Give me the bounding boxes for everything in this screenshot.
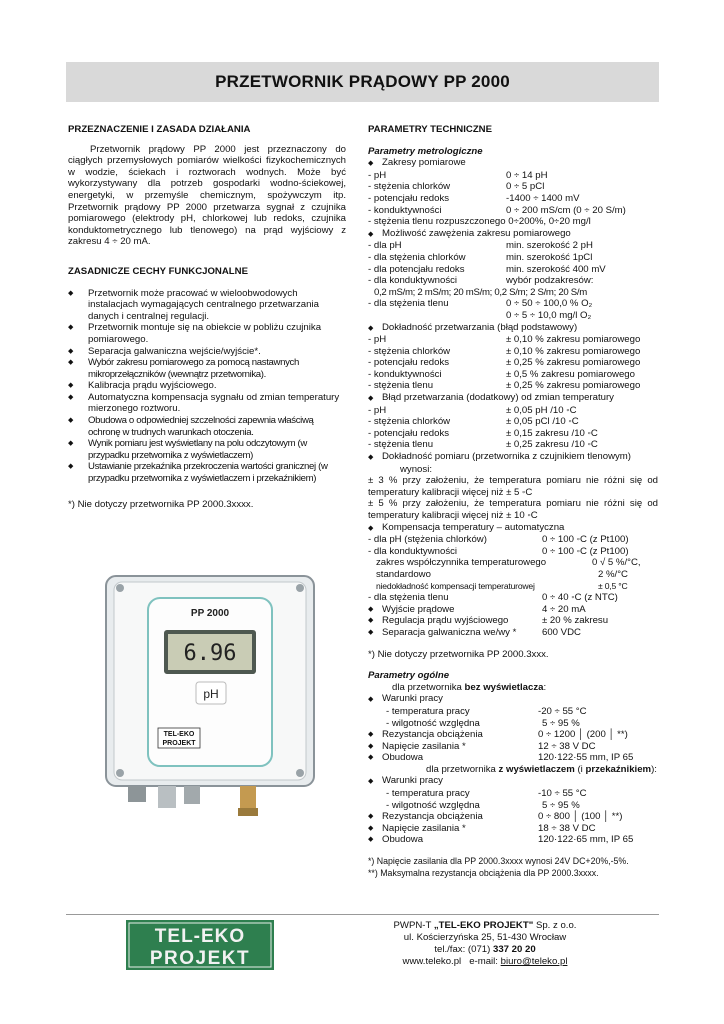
range-row: - potencjału redoks -1400 ÷ 1400 mV bbox=[368, 192, 580, 204]
comp-label: ◆ Kompensacja temperatury – automatyczna bbox=[368, 521, 565, 533]
temp-error-label: ◆ Błąd przetwarzania (dodatkowy) od zmian temperatury bbox=[368, 392, 614, 404]
range-row: - konduktywności 0 ÷ 200 mS/cm (0 ÷ 20 S/m) bbox=[368, 204, 626, 216]
purpose-text: Przetwornik prądowy PP 2000 jest przeznaczony do ciągłych przemysłowych pomiarów wielkości fizykochemicznych w wodzie, ściekach i roztworach wodnych. Może być wykorzystywany dla potrzeb gospodarki wodno-ściekowej, energetyki, w przemyśle chemicznym, spożywczym itp. Przetwornik prądowy PP 2000 przetwarza sygnał z czujnika pomiarowego (elektrody pH, chlorkowej lub redoks, czujnika konduktometrycznego lub tlenowego) na prąd wyjściowy z zakresu 4 ÷ 20 mA. bbox=[68, 143, 346, 248]
general-row: - wilgotność względna 5 ÷ 95 % bbox=[386, 799, 580, 811]
temp-error-row: - potencjału redoks ± 0,15 zakresu /10 ◦C bbox=[368, 427, 598, 439]
features-heading: ZASADNICZE CECHY FUNKCJONALNE bbox=[68, 265, 248, 277]
oxygen-accuracy-1: ± 3 % przy założeniu, że temperatura pomiaru nie różni się od temperatury kalibracji więcej niż ± 5 ◦C bbox=[368, 475, 658, 498]
feature-item: ◆ Ustawianie przekaźnika przekroczenia wartości granicznej (w przypadku przetwornika z wyświetlaczem i przekaźnikiem) bbox=[68, 461, 346, 484]
device-model: PP 2000 bbox=[190, 608, 230, 619]
temp-error-row: - pH ± 0,05 pH /10 ◦C bbox=[368, 404, 577, 416]
accuracy-row: - konduktywności ± 0,5 % zakresu pomiarowego bbox=[368, 368, 635, 380]
work-label: ◆ Warunki pracy bbox=[368, 693, 443, 705]
feature-item: ◆ Przetwornik może pracować w wieloobwodowych instalacjach wymagających centralnego przetwarzania danych i centralnej regulacji. bbox=[68, 288, 346, 323]
device-brand-top: TEL-EKO bbox=[163, 731, 195, 738]
left-column bbox=[68, 124, 346, 510]
page-title: PRZETWORNIK PRĄDOWY PP 2000 bbox=[215, 72, 510, 91]
temp-error-row: - stężenia chlorków ± 0,05 pCl /10 ◦C bbox=[368, 416, 579, 428]
general-row: ◆ Obudowa 120·122·55 mm, IP 65 bbox=[368, 752, 634, 764]
title-bar bbox=[66, 62, 659, 102]
comp-row: zakres współczynnika temperaturowego 0 √ 5 %/°C, bbox=[376, 557, 641, 569]
company-address bbox=[380, 920, 590, 968]
general-row: - wilgotność względna 5 ÷ 95 % bbox=[386, 717, 580, 729]
general-intro-1: dla przetwornika bez wyświetlacza: bbox=[392, 681, 547, 693]
narrow-row: - dla stężenia tlenu 0 ÷ 50 ÷ 100,0 % O₂ bbox=[368, 298, 593, 310]
device-unit-label: pH bbox=[203, 687, 219, 701]
ranges-label: ◆ Zakresy pomiarowe bbox=[368, 157, 466, 169]
device-brand-bottom: PROJEKT bbox=[162, 740, 196, 747]
narrow-row: - dla stężenia chlorków min. szerokość 1pCl bbox=[368, 251, 593, 263]
company-phone: tel./fax: (071) 337 20 20 bbox=[434, 944, 536, 955]
feature-item: ◆ Separacja galwaniczna wejście/wyjście*. bbox=[68, 346, 346, 358]
note-2: **) Maksymalna rezystancja obciążenia dla PP 2000.3xxxx. bbox=[368, 867, 599, 878]
range-oxygen: - stężenia tlenu rozpuszczonego 0÷200%, 0÷20 mg/l bbox=[368, 216, 591, 228]
tech-heading: PARAMETRY TECHNICZNE bbox=[368, 124, 493, 135]
feature-item: ◆ Przetwornik montuje się na obiekcie w pobliżu czujnika pomiarowego. bbox=[68, 322, 346, 345]
left-footnote: *) Nie dotyczy przetwornika PP 2000.3xxxx. bbox=[68, 498, 254, 510]
temp-error-row: - stężenia tlenu ± 0,25 zakresu /10 ◦C bbox=[368, 439, 598, 451]
oxygen-accuracy-sub: wynosi: bbox=[400, 463, 432, 475]
metro-heading: Parametry metrologiczne bbox=[368, 145, 483, 157]
comp-row: standardowo 2 %/°C bbox=[376, 568, 628, 580]
comp-row: - dla pH (stężenia chlorków) 0 ÷ 100 ◦C (z Pt100) bbox=[368, 534, 629, 546]
general-row: ◆ Rezystancja obciążenia 0 ÷ 1200 │ (200 │ **) bbox=[368, 729, 628, 741]
comp-row: - dla konduktywności 0 ÷ 100 ◦C (z Pt100) bbox=[368, 545, 629, 557]
accuracy-row: - stężenia tlenu ± 0,25 % zakresu pomiarowego bbox=[368, 380, 641, 392]
narrow-row: - dla potencjału redoks min. szerokość 400 mV bbox=[368, 263, 606, 275]
general-heading: Parametry ogólne bbox=[368, 670, 450, 682]
oxygen-accuracy-2: ± 5 % przy założeniu, że temperatura pomiaru nie różni się od temperatury kalibracji więcej niż ± 10 ◦C bbox=[368, 498, 658, 521]
work-label-2: ◆ Warunki pracy bbox=[368, 775, 443, 787]
output-row: ◆ Regulacja prądu wyjściowego ± 20 % zakresu bbox=[368, 615, 609, 627]
oxygen-accuracy-label: ◆ Dokładność pomiaru (przetwornika z czujnikiem tlenowym) bbox=[368, 451, 631, 463]
range-row: - stężenia chlorków 0 ÷ 5 pCl bbox=[368, 181, 545, 193]
footer-divider bbox=[66, 914, 659, 915]
general-intro-2: dla przetwornika z wyświetlaczem (i przekaźnikiem): bbox=[426, 763, 657, 775]
range-row: - pH 0 ÷ 14 pH bbox=[368, 169, 548, 181]
features-list bbox=[68, 288, 346, 485]
right-column bbox=[368, 124, 658, 879]
comp-row: - dla stężenia tlenu 0 ÷ 40 ◦C (z NTC) bbox=[368, 592, 618, 604]
note-1: *) Napięcie zasilania dla PP 2000.3xxxx wynosi 24V DC+20%,-5%. bbox=[368, 856, 629, 867]
logo-top-text: TEL-EKO bbox=[154, 926, 246, 947]
company-street: ul. Kościerzyńska 25, 51-430 Wrocław bbox=[403, 932, 567, 943]
general-row: ◆ Rezystancja obciążenia 0 ÷ 800 │ (100 │ **) bbox=[368, 811, 623, 823]
general-row: ◆ Napięcie zasilania * 12 ÷ 38 V DC bbox=[368, 740, 596, 752]
accuracy-row: - stężenia chlorków ± 0,10 % zakresu pomiarowego bbox=[368, 345, 641, 357]
company-logo bbox=[126, 920, 274, 970]
feature-item: ◆ Automatyczna kompensacja sygnału od zmian temperatury mierzonego roztworu. bbox=[68, 392, 346, 415]
device-photo bbox=[100, 570, 320, 820]
device-display-value: 6.96 bbox=[183, 641, 237, 666]
narrowing-label: ◆ Możliwość zawężenia zakresu pomiarowego bbox=[368, 227, 571, 239]
accuracy-row: - potencjału redoks ± 0,25 % zakresu pomiarowego bbox=[368, 357, 641, 369]
feature-item: ◆ Obudowa o odpowiedniej szczelności zapewnia właściwą ochronę w trudnych warunkach otoczenia. bbox=[68, 415, 346, 438]
right-footnote: *) Nie dotyczy przetwornika PP 2000.3xxx. bbox=[368, 648, 549, 660]
logo-bottom-text: PROJEKT bbox=[149, 948, 251, 969]
feature-item: ◆ Wybór zakresu pomiarowego za pomocą nastawnych mikroprzełączników (wewnątrz przetwornika). bbox=[68, 357, 346, 380]
feature-item: ◆ Kalibracja prądu wyjściowego. bbox=[68, 380, 346, 392]
website-link[interactable]: www.teleko.pl bbox=[402, 956, 462, 967]
general-row: - temperatura pracy -20 ÷ 55 °C bbox=[386, 705, 587, 717]
feature-item: ◆ Wynik pomiaru jest wyświetlany na polu odczytowym (w przypadku przetwornika z wyświetlaczem) bbox=[68, 438, 346, 461]
cond-subranges: 0,2 mS/m; 2 mS/m; 20 mS/m; 0,2 S/m; 2 S/m; 20 S/m bbox=[374, 286, 587, 298]
comp-row: niedokładność kompensacji temperaturowej ± 0,5 °C bbox=[376, 580, 628, 591]
narrow-row: - dla konduktywności wybór podzakresów: bbox=[368, 275, 594, 287]
accuracy-label: ◆ Dokładność przetwarzania (błąd podstawowy) bbox=[368, 321, 578, 333]
company-name: PWPN-T „TEL-EKO PROJEKT" Sp. z o.o. bbox=[393, 920, 577, 931]
output-row: ◆ Wyjście prądowe 4 ÷ 20 mA bbox=[368, 603, 586, 615]
email-link[interactable]: biuro@teleko.pl bbox=[500, 956, 568, 967]
company-contact: www.teleko.pl e-mail: biuro@teleko.pl bbox=[402, 956, 568, 967]
output-row: ◆ Separacja galwaniczna we/wy * 600 VDC bbox=[368, 626, 581, 638]
general-row: ◆ Napięcie zasilania * 18 ÷ 38 V DC bbox=[368, 822, 596, 834]
general-row: ◆ Obudowa 120·122·65 mm, IP 65 bbox=[368, 834, 634, 846]
purpose-heading: PRZEZNACZENIE I ZASADA DZIAŁANIA bbox=[68, 124, 251, 135]
general-row: - temperatura pracy -10 ÷ 55 °C bbox=[386, 788, 587, 800]
accuracy-row: - pH ± 0,10 % zakresu pomiarowego bbox=[368, 334, 641, 346]
narrow-row: - dla pH min. szerokość 2 pH bbox=[368, 240, 593, 252]
narrow-row: 0 ÷ 5 ÷ 10,0 mg/l O₂ bbox=[506, 309, 592, 321]
